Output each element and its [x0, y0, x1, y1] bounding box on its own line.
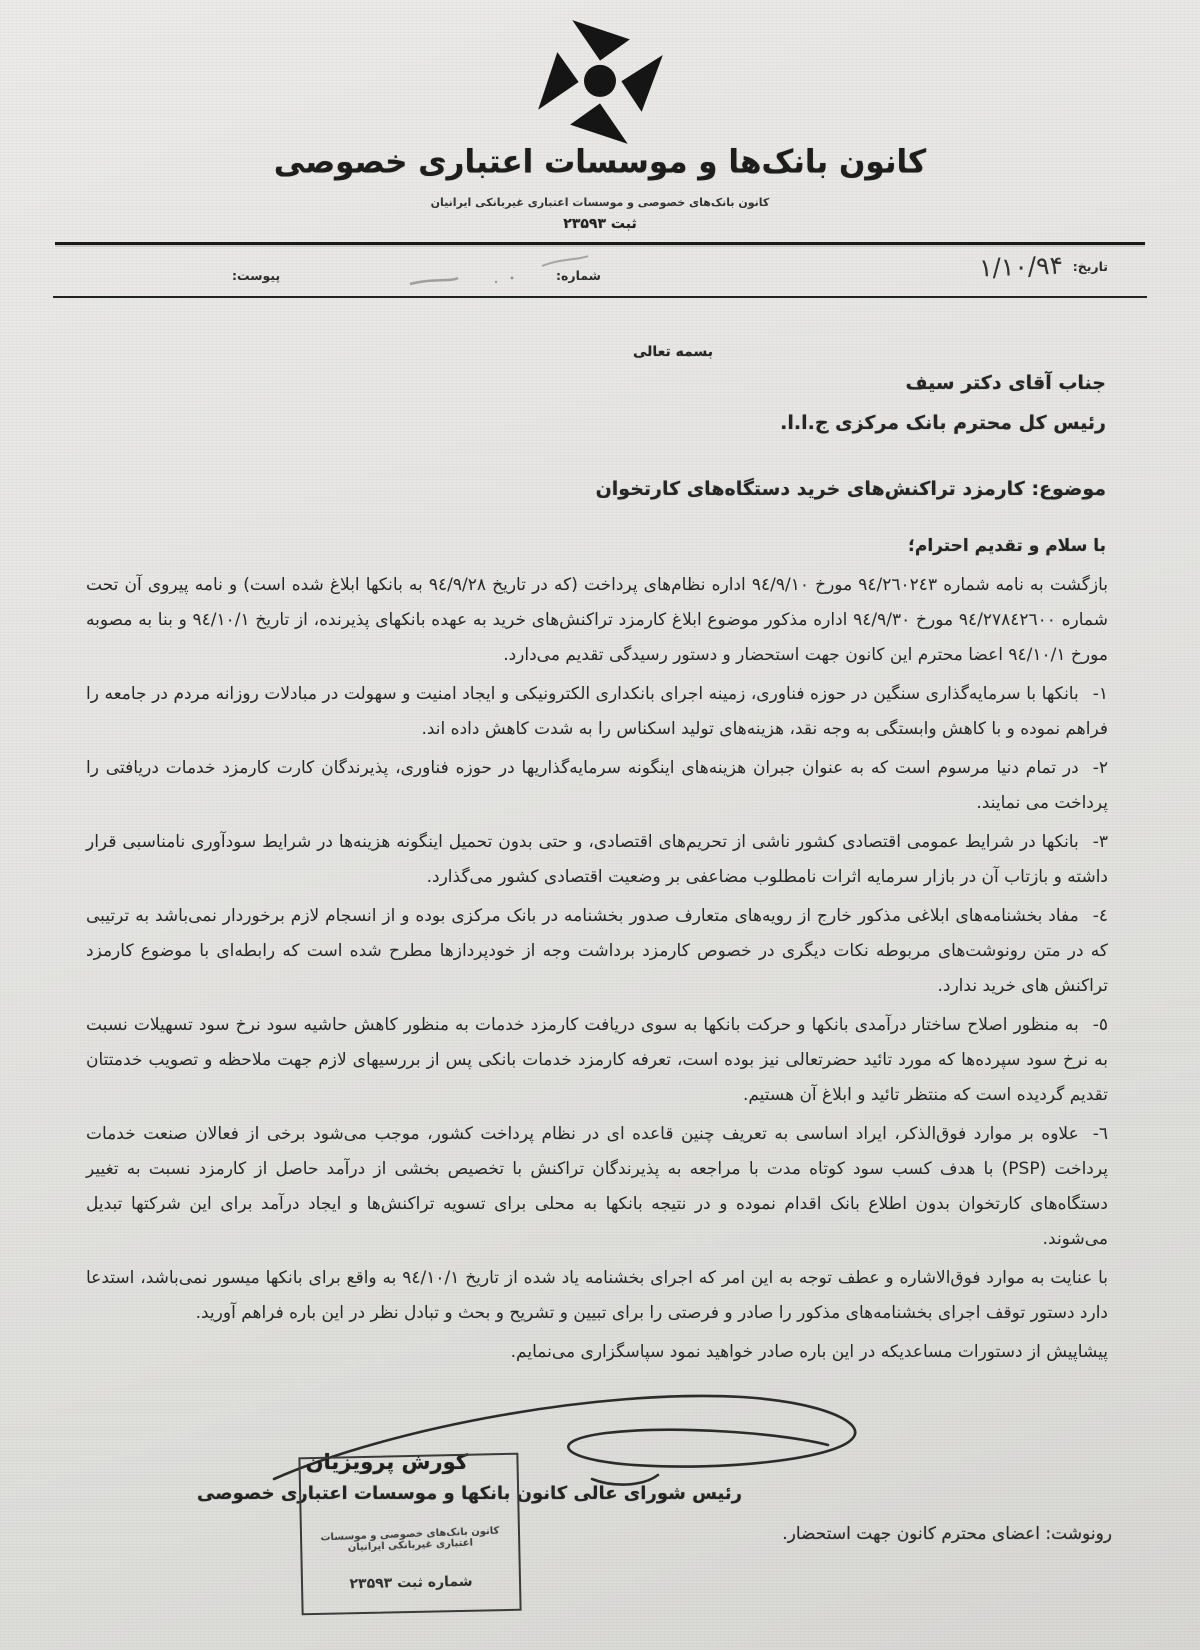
official-stamp	[298, 1453, 521, 1616]
numbered-item-5	[86, 1008, 1108, 1113]
item-text: علاوه بر موارد فوق‌الذکر، ایراد اساسی به تعریف چنین قاعده ای در نظام پرداخت کشور، موجب می‌شود برخی از فعالان صنعت خدمات پرداخت (PSP) با هدف کسب سود کوتاه مدت با مراجعه به پذیرندگان تراکنش با تخصیص بخشی از درآمد حاصل از کارمزد نسبت به تغییر دستگاه‌های کارتخوان بدون اطلاع بانک اقدام نموده و در نتیجه بانکها به محلی برای تسویه تراکنش‌ها و ایجاد درآمد برای این شرکتها تبدیل می‌شوند.	[86, 1124, 1108, 1249]
numbered-item-2	[86, 751, 1108, 821]
addressee-title: رئیس کل محترم بانک مرکزی ج.ا.ا.	[780, 412, 1106, 434]
item-text: به منظور اصلاح ساختار درآمدی بانکها و حرکت بانکها به سوی دریافت کارمزد خدمات به منظور کاهش حاشیه سود نرخ سود تسهیلات نسبت به نرخ سود سپرده‌ها که مورد تائید حضرتعالی نیز بوده است، تعرفه کارمزد خدمات بانکی پس از بررسیهای لازم جهت ملاحظه و تصویب خدمتتان تقدیم گردیده است که منتظر تائید و ابلاغ آن هستیم.	[86, 1015, 1108, 1105]
date-label: تاریخ:	[1072, 259, 1108, 274]
subject-line: موضوع: کارمزد تراکنش‌های خرید دستگاه‌های کارتخوان	[595, 478, 1106, 500]
org-title: کانون بانک‌ها و موسسات اعتباری خصوصی	[273, 143, 927, 181]
handwritten-scribble	[392, 248, 652, 294]
header-rule-bottom	[53, 296, 1147, 298]
letterhead	[0, 18, 1200, 150]
stamp-registration-number: شماره ثبت ۲۳۵۹۳	[349, 1573, 473, 1593]
stamp-org-line: کانون بانک‌های خصوصی و موسسات اعتباری غیربانکی ایرانیان	[320, 1525, 500, 1554]
meta-date	[979, 252, 1108, 281]
number-label: شماره:	[556, 268, 601, 283]
addressee-name: جناب آقای دکتر سیف	[905, 372, 1106, 394]
numbered-item-3	[86, 825, 1108, 895]
closing-paragraph: با عنایت به موارد فوق‌الاشاره و عطف توجه به این امر که اجرای بخشنامه یاد شده از تاریخ ٩٤/١٠/١ به واقع برای بانکها میسور نمی‌باشد، استدعا دارد دستور توقف اجرای بخشنامه‌های مذکور را صادر و فرصتی را برای تبیین و تشریح و بحث و تبادل نظر در این باره فراهم آورید.	[86, 1268, 1108, 1323]
salutation: با سلام و تقدیم احترام؛	[908, 536, 1106, 556]
item-number: ٣-	[1092, 832, 1108, 852]
item-number: ٥-	[1092, 1015, 1108, 1035]
signatory-name: کورش پرویزیان	[305, 1450, 468, 1474]
signatory-title: رئیس شورای عالی کانون بانکها و موسسات اعتباری خصوصی	[197, 1483, 742, 1504]
item-text: بانکها در شرایط عمومی اقتصادی کشور ناشی از تحریم‌های اقتصادی، و حتی بدون تحمیل اینگونه هزینه‌ها در شرایط سودآوری نامناسبی قرار داشته و بازتاب آن در بازار سرمایه اثرات نامطلوب مضاعفی بر وضعیت اقتصادی کشور می‌گذارد.	[86, 832, 1108, 887]
item-number: ١-	[1092, 684, 1108, 704]
numbered-item-6	[86, 1117, 1108, 1257]
item-number: ٦-	[1092, 1124, 1108, 1144]
pinwheel-logo-icon	[510, 18, 690, 146]
thanks-line: پیشاپیش از دستورات مساعدیکه در این باره صادر خواهید نمود سپاسگزاری می‌نمایم.	[510, 1342, 1108, 1362]
intro-paragraph: بازگشت به نامه شماره ٩٤/٢٦٠٢٤٣ مورخ ٩٤/٩/١٠ اداره نظام‌های پرداخت (که در تاریخ ٩٤/٩/٢٨ به بانکها ابلاغ شده است) و نامه پیروی آن تحت شماره ٩٤/٢٧٨٤٢٦٠٠ مورخ ٩٤/٩/٣٠ اداره مذکور موضوع ابلاغ کارمزد تراکنش‌های خرید به عهده بانکهای پذیرنده، از تاریخ ٩٤/١٠/١ و بنا به مصوبه مورخ ٩٤/١٠/١ اعضا محترم این کانون جهت استحضار و دستور رسیدگی تقدیم می‌دارد.	[86, 575, 1108, 665]
item-text: مفاد بخشنامه‌های ابلاغی مذکور خارج از رویه‌های متعارف صدور بخشنامه در بانک مرکزی بوده و از انسجام لازم برخوردار نمی‌باشد به ترتیبی که در متن رونوشت‌های مربوطه نکات دیگری در خصوص کارمزد برداشت وجه از خودپردازها مطرح شده است که رابطه‌ای با موضوع کارمزد تراکنش های خرید ندارد.	[86, 906, 1108, 996]
numbered-item-1	[86, 677, 1108, 747]
cc-line: رونوشت: اعضای محترم کانون جهت استحضار.	[782, 1524, 1112, 1544]
org-registration: ثبت ۲۳۵۹۳	[563, 216, 637, 232]
item-text: بانکها با سرمایه‌گذاری سنگین در حوزه فناوری، زمینه اجرای بانکداری الکترونیکی و ایجاد امنیت و سهولت در مبادلات روزانه مردم در جامعه را فراهم نموده و با کاهش وابستگی به وجه نقد، هزینه‌های تولید اسکناس را به شدت کاهش داده اند.	[86, 684, 1108, 739]
header-rule-top	[55, 242, 1145, 245]
attachment-label: پیوست:	[232, 268, 281, 283]
besmele: بسمه تعالی	[632, 344, 714, 360]
item-text: در تمام دنیا مرسوم است که به عنوان جبران هزینه‌های اینگونه سرمایه‌گذاریها در حوزه فناوری، پذیرندگان کارت کارمزد خدمات دریافتی را پرداخت می نمایند.	[86, 758, 1108, 813]
item-number: ٤-	[1092, 906, 1108, 926]
item-number: ٢-	[1092, 758, 1108, 778]
org-subtitle: کانون بانک‌های خصوصی و موسسات اعتباری غیربانکی ایرانیان	[430, 196, 770, 209]
date-handwritten-value: ۱/۱۰/۹۴	[978, 250, 1064, 283]
letter-body	[86, 568, 1108, 1374]
numbered-item-4	[86, 899, 1108, 1004]
